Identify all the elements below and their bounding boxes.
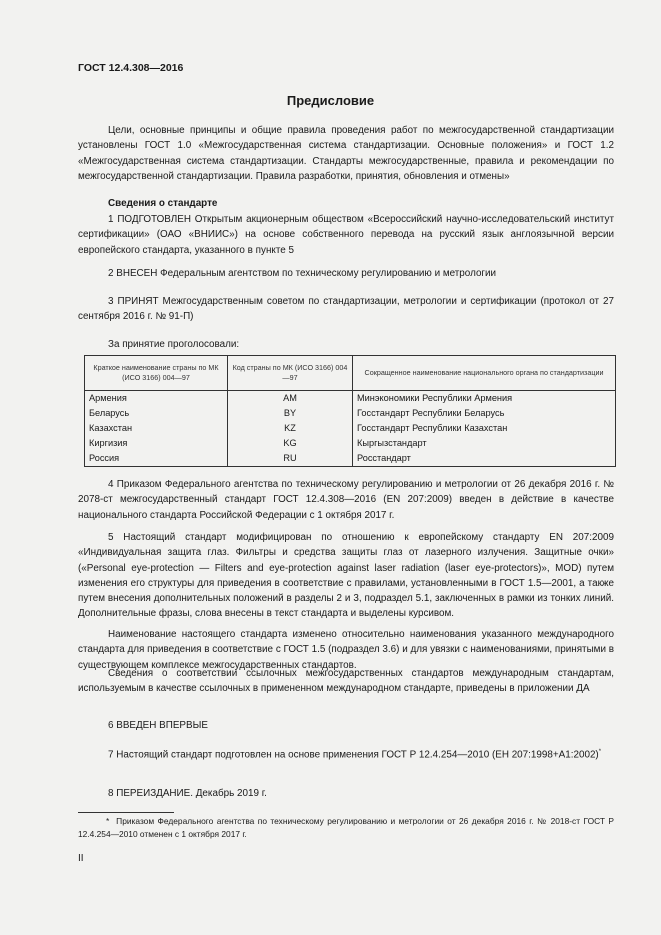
item-7 (78, 745, 614, 763)
cell-body: Госстандарт Республики Казахстан (353, 421, 616, 436)
table-row (85, 451, 616, 467)
page-number: II (78, 853, 84, 864)
footnote-reference: * (598, 749, 602, 755)
table-row (85, 391, 616, 407)
cell-body: Госстандарт Республики Беларусь (353, 406, 616, 421)
cell-country: Киргизия (85, 436, 228, 451)
cell-country: Казахстан (85, 421, 228, 436)
cell-body: Росстандарт (353, 451, 616, 467)
cell-code: RU (228, 451, 353, 467)
cell-code: KG (228, 436, 353, 451)
col-header-body: Сокращенное наименование национального органа по стандартизации (353, 356, 616, 391)
page-title: Предисловие (286, 93, 375, 108)
item-1: 1 ПОДГОТОВЛЕН Открытым акционерным обществом «Всероссийский научно-исследовательский институт сертификации» (ОАО «ВНИИС») на основе собственного перевода на русский язык англоязычной версии европейского стандарта, указанного в пункте 5 (78, 214, 614, 256)
col-header-country: Краткое наименование страны по МК (ИСО 3166) 004—97 (85, 356, 228, 391)
item-5-paragraph-1: 5 Настоящий стандарт модифицирован по отношению к европейскому стандарту EN 207:2009 «Индивидуальная защита глаз. Фильтры и средства защиты глаз от лазерного излучения. Защитные очки» («Personal eye-protection — Filters and eye-protection against laser radiation (laser eye-protectors)», MOD) путем изменения его структуры для приведения в соответствие с правилами, установленными в ГОСТ 1.5—2001, а также путем внесения дополнительных положений в разделы 2 и 3, подраздел 5.1, заключенных в рамки из тонких линий. Дополнительные фразы, слова внесены в текст стандарта и выделены курсивом. (78, 532, 614, 620)
cell-country: Армения (85, 391, 228, 407)
table-row (85, 436, 616, 451)
table-row (85, 421, 616, 436)
item-5-paragraph-2: Наименование настоящего стандарта изменено относительно наименования указанного международного стандарта для приведения в соответствие с ГОСТ 1.5 (подраздел 3.6) и для увязки с наименованиями, принятыми в существующем комплексе межгосударственных стандартов. (78, 629, 614, 671)
table-header-row (85, 356, 616, 391)
footnote-divider (78, 812, 174, 813)
cell-country: Беларусь (85, 406, 228, 421)
cell-code: AM (228, 391, 353, 407)
cell-country: Россия (85, 451, 228, 467)
cell-code: BY (228, 406, 353, 421)
cell-body: Кыргызстандарт (353, 436, 616, 451)
item-8: 8 ПЕРЕИЗДАНИЕ. Декабрь 2019 г. (108, 788, 267, 799)
footnote-text: Приказом Федерального агентства по техническому регулированию и метрологии от 26 декабря 2016 г. № 2018-ст ГОСТ Р 12.4.254—2010 отменен с 1 октября 2017 г. (78, 816, 615, 839)
table-row (85, 406, 616, 421)
vote-label: За принятие проголосовали: (108, 339, 240, 350)
item-3: 3 ПРИНЯТ Межгосударственным советом по стандартизации, метрологии и сертификации (протокол от 27 сентября 2016 г. № 91-П) (78, 296, 614, 323)
footnote (78, 815, 614, 840)
section-heading: Сведения о стандарте (108, 198, 218, 209)
document-header: ГОСТ 12.4.308—2016 (78, 62, 184, 74)
item-6: 6 ВВЕДЕН ВПЕРВЫЕ (108, 720, 208, 731)
member-states-table (84, 355, 616, 467)
footnote-marker: * (106, 816, 110, 826)
item-7-text: 7 Настоящий стандарт подготовлен на основе применения ГОСТ Р 12.4.254—2010 (ЕН 207:1998+А1:2002) (108, 749, 599, 761)
col-header-code: Код страны по МК (ИСО 3166) 004—97 (228, 356, 353, 391)
item-5-paragraph-3: Сведения о соответствии ссылочных межгосударственных стандартов международным стандартам, используемым в качестве ссылочных в примененном международном стандарте, приведены в приложении ДА (78, 668, 614, 695)
cell-body: Минэкономики Республики Армения (353, 391, 616, 407)
intro-paragraph: Цели, основные принципы и общие правила проведения работ по межгосударственной стандартизации установлены ГОСТ 1.0 «Межгосударственная система стандартизации. Основные положения» и ГОСТ 1.2 «Межгосударственная система стандартизации. Стандарты межгосударственные, правила и рекомендации по межгосударственной стандартизации. Правила разработки, принятия, обновления и отмены» (78, 125, 614, 182)
cell-code: KZ (228, 421, 353, 436)
item-4: 4 Приказом Федерального агентства по техническому регулированию и метрологии от 26 декабря 2016 г. № 2078-ст межгосударственный стандарт ГОСТ 12.4.308—2016 (EN 207:2009) введен в действие в качестве национального стандарта Российской Федерации с 1 октября 2017 г. (78, 479, 614, 521)
item-2: 2 ВНЕСЕН Федеральным агентством по техническому регулированию и метрологии (108, 268, 497, 279)
